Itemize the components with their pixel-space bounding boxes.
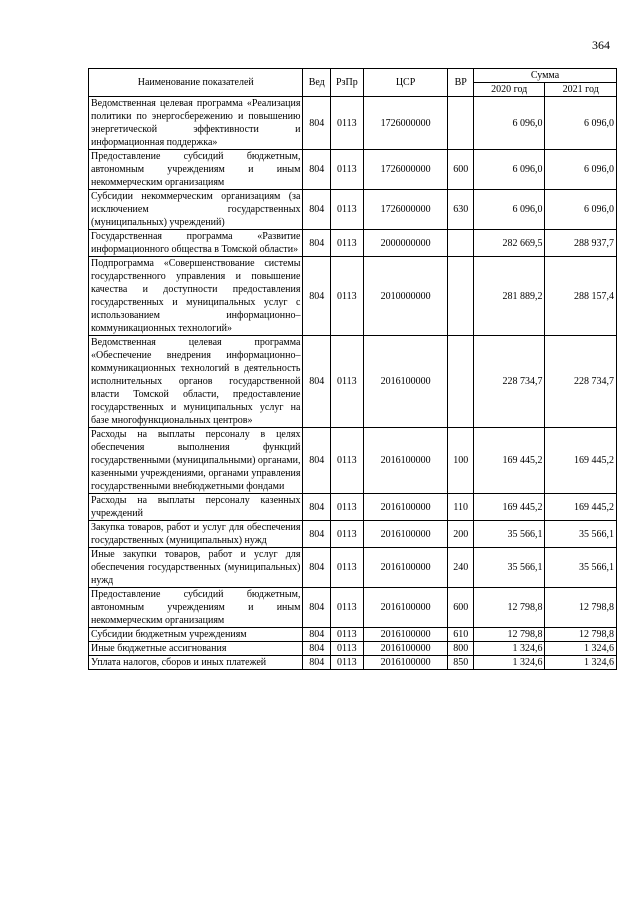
- cell-name: Предоставление субсидий бюджетным, автономным учреждениям и иным некоммерческим организациям: [89, 150, 303, 190]
- cell-csr: 2016100000: [363, 588, 448, 628]
- cell-sum-2020: 6 096,0: [473, 97, 544, 150]
- cell-name: Расходы на выплаты персоналу казенных учреждений: [89, 494, 303, 521]
- cell-name: Подпрограмма «Совершенствование системы государственного управления и повышение качества и доступности предоставления государственных и муниципальных услуг с использованием информационно–коммуникационных технологий»: [89, 257, 303, 336]
- cell-csr: 2016100000: [363, 428, 448, 494]
- cell-ved: 804: [303, 494, 331, 521]
- cell-csr: 2016100000: [363, 494, 448, 521]
- cell-rzpr: 0113: [331, 628, 364, 642]
- cell-sum-2020: 1 324,6: [473, 656, 544, 670]
- cell-sum-2021: 12 798,8: [545, 588, 617, 628]
- cell-vr: [448, 97, 474, 150]
- cell-csr: 2016100000: [363, 628, 448, 642]
- cell-name: Уплата налогов, сборов и иных платежей: [89, 656, 303, 670]
- cell-name: Государственная программа «Развитие информационного общества в Томской области»: [89, 230, 303, 257]
- table-row: [89, 97, 617, 150]
- header-year-2021: 2021 год: [545, 83, 617, 97]
- cell-ved: 804: [303, 642, 331, 656]
- cell-rzpr: 0113: [331, 588, 364, 628]
- cell-ved: 804: [303, 150, 331, 190]
- cell-vr: [448, 230, 474, 257]
- cell-ved: 804: [303, 97, 331, 150]
- cell-ved: 804: [303, 548, 331, 588]
- cell-vr: 200: [448, 521, 474, 548]
- cell-rzpr: 0113: [331, 190, 364, 230]
- cell-csr: 2000000000: [363, 230, 448, 257]
- cell-vr: 110: [448, 494, 474, 521]
- cell-sum-2021: 35 566,1: [545, 548, 617, 588]
- cell-vr: [448, 257, 474, 336]
- cell-sum-2021: 1 324,6: [545, 656, 617, 670]
- cell-csr: 2016100000: [363, 656, 448, 670]
- header-vr: ВР: [448, 69, 474, 97]
- cell-vr: 610: [448, 628, 474, 642]
- table-row: [89, 656, 617, 670]
- cell-rzpr: 0113: [331, 230, 364, 257]
- cell-rzpr: 0113: [331, 656, 364, 670]
- cell-sum-2021: 12 798,8: [545, 628, 617, 642]
- cell-csr: 2016100000: [363, 336, 448, 428]
- header-ved: Вед: [303, 69, 331, 97]
- cell-sum-2021: 6 096,0: [545, 190, 617, 230]
- cell-vr: 600: [448, 150, 474, 190]
- cell-vr: 630: [448, 190, 474, 230]
- cell-sum-2021: 35 566,1: [545, 521, 617, 548]
- cell-rzpr: 0113: [331, 428, 364, 494]
- cell-ved: 804: [303, 656, 331, 670]
- cell-name: Предоставление субсидий бюджетным, автономным учреждениям и иным некоммерческим организациям: [89, 588, 303, 628]
- cell-ved: 804: [303, 628, 331, 642]
- cell-ved: 804: [303, 336, 331, 428]
- cell-name: Иные бюджетные ассигнования: [89, 642, 303, 656]
- cell-sum-2020: 35 566,1: [473, 548, 544, 588]
- cell-sum-2021: 288 157,4: [545, 257, 617, 336]
- table-header: [89, 69, 617, 97]
- cell-csr: 1726000000: [363, 150, 448, 190]
- cell-csr: 2016100000: [363, 642, 448, 656]
- cell-sum-2021: 169 445,2: [545, 494, 617, 521]
- table-row: [89, 336, 617, 428]
- cell-rzpr: 0113: [331, 97, 364, 150]
- cell-rzpr: 0113: [331, 336, 364, 428]
- cell-name: Иные закупки товаров, работ и услуг для обеспечения государственных (муниципальных) нужд: [89, 548, 303, 588]
- budget-table: [88, 68, 617, 670]
- cell-sum-2020: 169 445,2: [473, 494, 544, 521]
- cell-sum-2020: 35 566,1: [473, 521, 544, 548]
- cell-sum-2021: 169 445,2: [545, 428, 617, 494]
- cell-sum-2021: 228 734,7: [545, 336, 617, 428]
- cell-vr: [448, 336, 474, 428]
- cell-vr: 850: [448, 656, 474, 670]
- cell-name: Субсидии некоммерческим организациям (за исключением государственных (муниципальных) учреждений): [89, 190, 303, 230]
- cell-vr: 800: [448, 642, 474, 656]
- cell-csr: 2016100000: [363, 521, 448, 548]
- cell-sum-2020: 6 096,0: [473, 150, 544, 190]
- cell-sum-2020: 12 798,8: [473, 588, 544, 628]
- cell-csr: 2016100000: [363, 548, 448, 588]
- cell-rzpr: 0113: [331, 548, 364, 588]
- cell-sum-2020: 1 324,6: [473, 642, 544, 656]
- table-body: [89, 97, 617, 670]
- cell-ved: 804: [303, 257, 331, 336]
- cell-sum-2020: 6 096,0: [473, 190, 544, 230]
- table-row: [89, 548, 617, 588]
- cell-rzpr: 0113: [331, 494, 364, 521]
- table-row: [89, 628, 617, 642]
- cell-rzpr: 0113: [331, 642, 364, 656]
- page-number: 364: [592, 38, 610, 52]
- table-row: [89, 521, 617, 548]
- cell-rzpr: 0113: [331, 257, 364, 336]
- cell-sum-2021: 1 324,6: [545, 642, 617, 656]
- table-row: [89, 257, 617, 336]
- table-row: [89, 190, 617, 230]
- cell-ved: 804: [303, 230, 331, 257]
- cell-name: Ведомственная целевая программа «Реализация политики по энергосбережению и повышению энергетической эффективности и информационная поддержка»: [89, 97, 303, 150]
- cell-sum-2020: 228 734,7: [473, 336, 544, 428]
- cell-rzpr: 0113: [331, 150, 364, 190]
- cell-ved: 804: [303, 588, 331, 628]
- cell-rzpr: 0113: [331, 521, 364, 548]
- cell-ved: 804: [303, 428, 331, 494]
- table-row: [89, 588, 617, 628]
- cell-sum-2020: 281 889,2: [473, 257, 544, 336]
- cell-sum-2021: 6 096,0: [545, 97, 617, 150]
- table-row: [89, 230, 617, 257]
- cell-ved: 804: [303, 190, 331, 230]
- cell-csr: 1726000000: [363, 190, 448, 230]
- cell-sum-2021: 288 937,7: [545, 230, 617, 257]
- cell-sum-2020: 12 798,8: [473, 628, 544, 642]
- cell-name: Закупка товаров, работ и услуг для обеспечения государственных (муниципальных) нужд: [89, 521, 303, 548]
- cell-csr: 1726000000: [363, 97, 448, 150]
- cell-csr: 2010000000: [363, 257, 448, 336]
- cell-sum-2021: 6 096,0: [545, 150, 617, 190]
- header-name: Наименование показателей: [89, 69, 303, 97]
- header-rzpr: РзПр: [331, 69, 364, 97]
- table-row: [89, 494, 617, 521]
- header-year-2020: 2020 год: [473, 83, 544, 97]
- table-row: [89, 642, 617, 656]
- table-row: [89, 428, 617, 494]
- cell-name: Субсидии бюджетным учреждениям: [89, 628, 303, 642]
- cell-name: Ведомственная целевая программа «Обеспечение внедрения информационно–коммуникационных технологий в деятельность исполнительных органов государственной власти Томской области, предоставление государственных и муниципальных услуг на базе многофункциональных центров»: [89, 336, 303, 428]
- header-sum: Сумма: [473, 69, 616, 83]
- table-row: [89, 150, 617, 190]
- cell-ved: 804: [303, 521, 331, 548]
- cell-sum-2020: 282 669,5: [473, 230, 544, 257]
- cell-sum-2020: 169 445,2: [473, 428, 544, 494]
- cell-vr: 600: [448, 588, 474, 628]
- cell-name: Расходы на выплаты персоналу в целях обеспечения выполнения функций государственными (муниципальными) органами, казенными учреждениями, органами управления государственными внебюджетными фондами: [89, 428, 303, 494]
- cell-vr: 240: [448, 548, 474, 588]
- cell-vr: 100: [448, 428, 474, 494]
- header-csr: ЦСР: [363, 69, 448, 97]
